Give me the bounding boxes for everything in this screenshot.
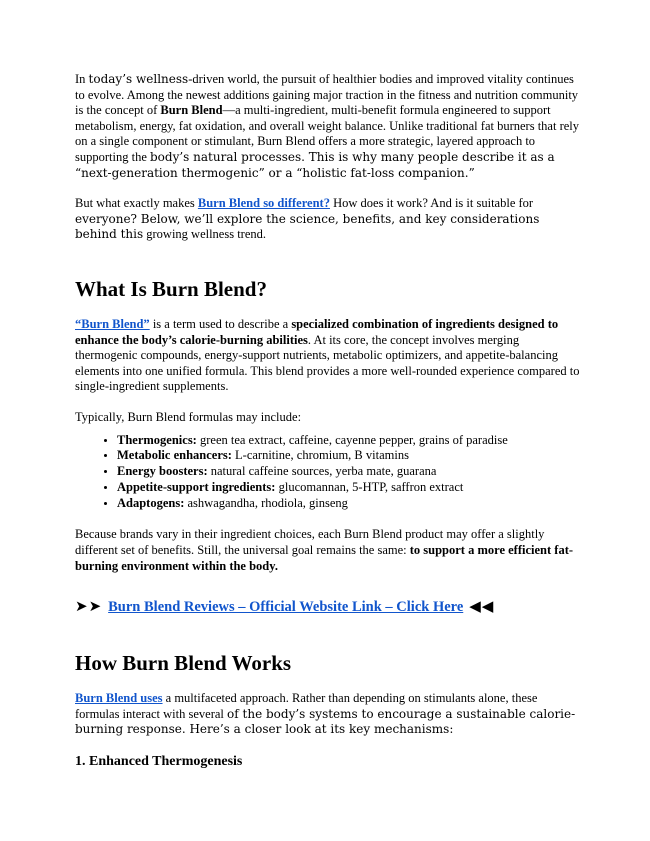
burn-blend-term-link[interactable]: “Burn Blend” [75,316,150,331]
text-run: Thermogenics: [117,432,197,447]
text-run: But what exactly makes [75,196,198,211]
what-is-closing-paragraph [75,527,580,574]
text-run: In [75,72,89,86]
list-item-appetite-support [117,480,580,496]
official-website-link[interactable]: Burn Blend Reviews – Official Website Link – Click Here [108,599,464,616]
text-run: Because brands vary in their ingredient choices, each Burn Blend product may offer a slightly different set of benefits. Still, the universal goal remains the same: [75,527,545,558]
list-item-metabolic-enhancers [117,448,580,464]
ingredients-list-intro: Typically, Burn Blend formulas may include: [75,409,302,424]
list-item-adaptogens [117,496,580,512]
text-run: green tea extract, caffeine, cayenne pepper, grains of paradise [196,432,508,447]
section-heading-what-is-burn-blend: What Is Burn Blend? [75,276,267,301]
burn-blend-so-different-link[interactable]: Burn Blend so different? [197,196,330,211]
text-run: -driven world, the pursuit of healthier bodies and improved vitality continues to evolve. Among the newest additions gaining major traction in the fitness and nutrition community is the concept of [75,72,579,118]
text-run: growing wellness trend. [143,227,267,242]
what-is-paragraph [75,317,580,395]
intro-paragraph-2 [75,196,580,243]
double-right-arrow-icon: ➤➤ [75,597,103,616]
text-run: —a multi-ingredient, multi-benefit formula engineered to support metabolism, energy, fat oxidation, and overall weight balance. Unlike traditional fat burners that rely on a single component or stimulant, Burn Blend offers a more strategic, layered approach to supporting the [75,103,580,164]
text-run: . At its core, the concept involves merging thermogenic compounds, energy-support nutrients, metabolic optimizers, and appetite-balancing elements into one unified formula. This blend provides a more well-rounded experience compared to single-ingredient supplements. [75,332,580,394]
text-run: natural caffeine sources, yerba mate, guarana [207,464,437,479]
burn-blend-uses-link[interactable]: Burn Blend uses [75,691,163,706]
section-heading-how-burn-blend-works: How Burn Blend Works [75,651,292,676]
text-run: Adaptogens: [117,495,185,510]
text-run: How does it work? And is it suitable for [329,196,534,211]
how-works-paragraph [75,691,580,738]
text-run: body’s natural processes. This is why many people describe it as a “next-generation thermogenic” or a “holistic fat-loss companion.” [75,149,555,180]
subheading-enhanced-thermogenesis: 1. Enhanced Thermogenesis [75,754,243,770]
text-run: specialized combination of ingredients designed to enhance the body’s calorie-burning abilities [75,316,559,347]
text-run: today’s wellness [88,72,189,86]
text-run: is a term used to describe a [149,316,292,331]
text-run: Energy boosters: [117,464,208,479]
text-run: ashwagandha, rhodiola, ginseng [184,495,348,510]
text-run: L-carnitine, chromium, B vitamins [231,448,409,463]
text-run: Metabolic enhancers: [117,448,232,463]
double-left-arrow-icon: ◀◀ [469,597,495,616]
list-item-thermogenics [117,433,580,449]
text-run: a multifaceted approach. Rather than depending on stimulants alone, these formulas interact with several [75,691,538,721]
text-run: Appetite-support ingredients: [117,479,276,494]
text-run: everyone? Below, we’ll explore the science, benefits, and key considerations behind this [75,211,540,242]
list-item-energy-boosters [117,464,580,480]
text-run: to support a more efficient fat-burning environment within the body. [75,543,574,573]
intro-paragraph-1 [75,72,580,181]
text-run: of the body’s systems to encourage a sustainable calorie-burning response. Here’s a closer look at its key mechanisms: [75,706,576,737]
ingredients-list [75,433,580,512]
cta-line [75,596,580,617]
text-run: glucomannan, 5-HTP, saffron extract [275,479,464,494]
text-run: Burn Blend [160,103,223,118]
